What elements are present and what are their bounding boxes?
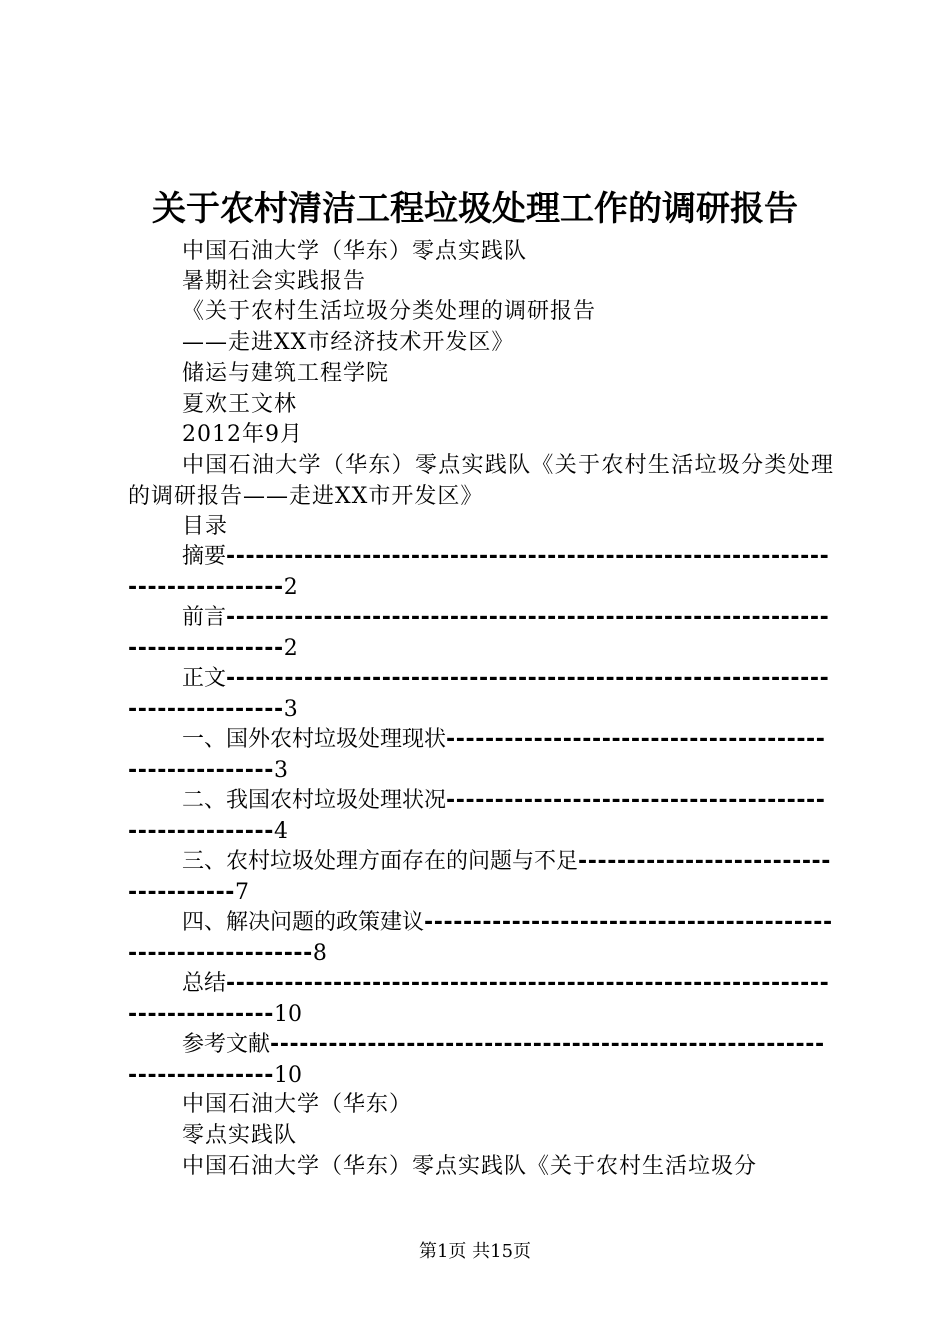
toc-entry-label: 四、解决问题的政策建议 [182,910,425,935]
header-line-date: 2012年9月 [182,422,303,447]
toc-entry-leader: ------------------------------------------------------ [128,788,826,844]
toc-entry-page: 7 [235,879,250,905]
toc-entry-leader: ------------------------------------- [128,849,832,905]
toc-entry-page: 3 [273,757,288,783]
toc-entry-label: 总结 [182,971,227,996]
header-line-authors: 夏欢王文林 [182,392,298,417]
toc-entry-page: 4 [273,818,288,844]
toc-entry[interactable] [128,542,834,603]
toc-entry[interactable] [128,969,834,1030]
document-title: 关于农村清洁工程垃圾处理工作的调研报告 [152,189,798,229]
toc-entry-page: 10 [273,1001,302,1027]
header-line-college: 储运与建筑工程学院 [182,361,390,386]
toc-entry-leader: ------------------------------------------------------------------------------ [128,666,830,722]
toc-entry-page: 2 [283,635,298,661]
intro-paragraph: 中国石油大学（华东）零点实践队《关于农村生活垃圾分类处理的调研报告——走进XX市开发区》 [128,453,834,509]
toc-entry[interactable] [128,908,834,969]
toc-entry-label: 三、农村垃圾处理方面存在的问题与不足 [182,849,579,874]
toc-entry[interactable] [128,603,834,664]
toc-entry[interactable] [128,664,834,725]
tail-line-team: 零点实践队 [182,1123,298,1148]
toc-entry-label: 摘要 [182,544,227,569]
toc-entry-page: 3 [283,696,298,722]
tail-paragraph: 中国石油大学（华东）零点实践队《关于农村生活垃圾分 [182,1154,758,1179]
toc-entry-page: 2 [283,574,298,600]
toc-entry[interactable] [128,847,834,908]
toc-entry-leader: ------------------------------------------------------ [128,727,826,783]
toc-entry-label: 前言 [182,605,227,630]
toc-entry-page: 8 [312,940,327,966]
toc-entry-leader: ------------------------------------------------------------------------------ [128,605,830,661]
toc-entry-label: 一、国外农村垃圾处理现状 [182,727,447,752]
header-line-school: 中国石油大学（华东）零点实践队 [182,239,528,264]
toc-heading: 目录 [182,514,229,539]
page-footer: 第1页 共15页 [418,1241,532,1262]
toc-entry-leader: ------------------------------------------------------------- [128,910,833,966]
toc-entry-leader: ------------------------------------------------------------------------------ [128,544,830,600]
toc-entry[interactable] [128,1030,834,1091]
toc-entry-leader: ----------------------------------------------------------------------------- [128,971,830,1027]
toc-entry[interactable] [128,725,834,786]
header-line-report-title: 《关于农村生活垃圾分类处理的调研报告 [182,299,597,324]
header-line-subtitle: ——走进XX市经济技术开发区》 [182,330,515,355]
toc-entry-page: 10 [273,1062,302,1088]
tail-line-school: 中国石油大学（华东） [182,1092,413,1117]
toc-entry-label: 正文 [182,666,227,691]
header-line-report-type: 暑期社会实践报告 [182,269,367,294]
toc-entry-leader: ------------------------------------------------------------------------ [128,1032,825,1088]
toc-entry[interactable] [128,786,834,847]
toc-entry-label: 参考文献 [182,1032,271,1057]
toc-entry-label: 二、我国农村垃圾处理状况 [182,788,447,813]
